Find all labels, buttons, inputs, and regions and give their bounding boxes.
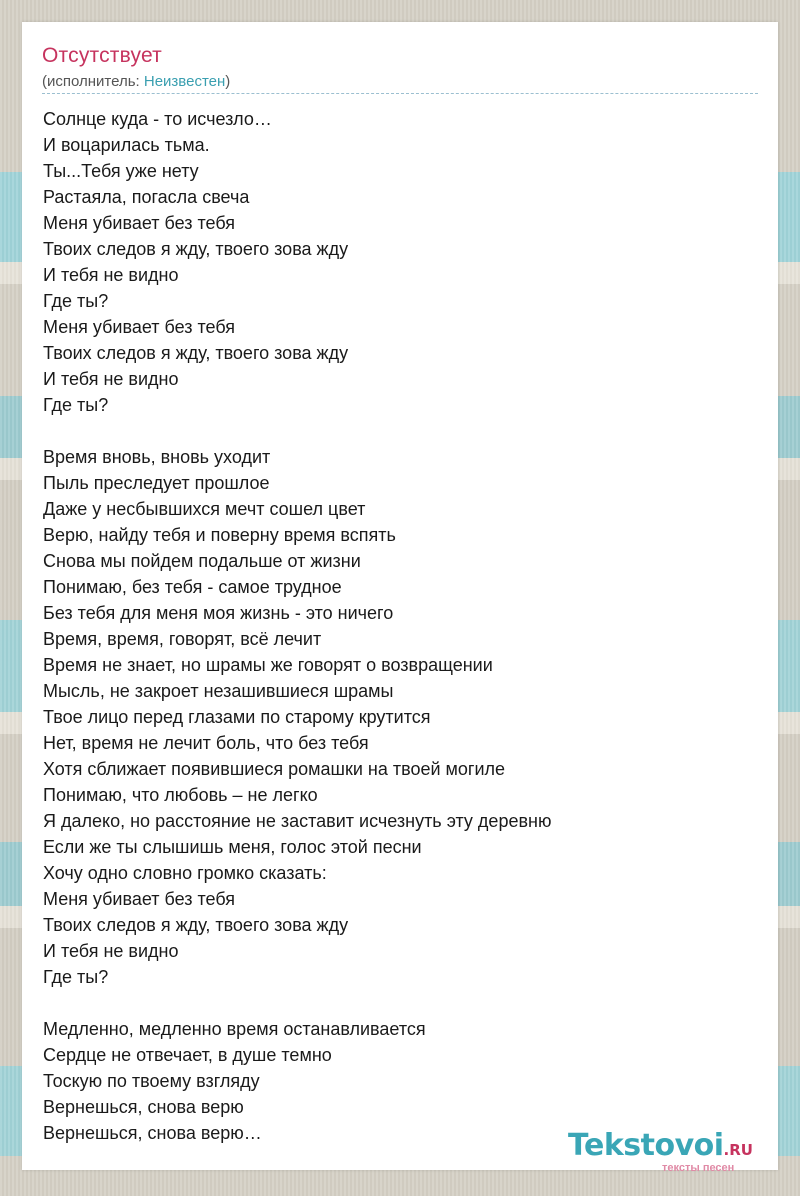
lyric-line: Солнце куда - то исчезло…: [43, 109, 272, 129]
lyrics-card: [22, 22, 778, 1174]
lyric-line: Твоих следов я жду, твоего зова жду: [43, 915, 349, 935]
lyric-line: Где ты?: [43, 395, 109, 415]
lyric-line: Нет, время не лечит боль, что без тебя: [43, 733, 369, 753]
lyric-line: Время не знает, но шрамы же говорят о возвращении: [43, 655, 493, 675]
lyric-line: Меня убивает без тебя: [43, 889, 235, 909]
lyric-line: Снова мы пойдем подальше от жизни: [43, 551, 361, 571]
lyric-line: Вернешься, снова верю…: [43, 1123, 262, 1143]
lyric-line: Время вновь, вновь уходит: [43, 447, 271, 467]
lyric-line: Твоих следов я жду, твоего зова жду: [43, 239, 349, 259]
logo-tagline: тексты песен: [662, 1162, 735, 1174]
lyric-line: Сердце не отвечает, в душе темно: [43, 1045, 332, 1065]
lyric-line: Вернешься, снова верю: [43, 1097, 244, 1117]
lyric-line: Если же ты слышишь меня, голос этой песни: [43, 837, 422, 857]
artist-line: [42, 73, 230, 90]
artist-suffix: ): [225, 73, 231, 90]
lyric-line: Где ты?: [43, 291, 109, 311]
lyric-line: [43, 990, 551, 1016]
lyric-line: Хотя сближает появившиеся ромашки на твоей могиле: [43, 759, 506, 779]
lyric-line: Хочу одно словно громко сказать:: [43, 863, 327, 883]
lyric-line: Пыль преследует прошлое: [43, 473, 270, 493]
artist-link[interactable]: Неизвестен: [143, 73, 226, 90]
lyric-line: Ты...Тебя уже нету: [43, 161, 199, 181]
lyric-line: Меня убивает без тебя: [43, 213, 235, 233]
lyric-line: Твоих следов я жду, твоего зова жду: [43, 343, 349, 363]
lyric-line: Понимаю, что любовь – не легко: [43, 785, 318, 805]
lyric-line: Твое лицо перед глазами по старому крутится: [43, 707, 431, 727]
lyric-line: Медленно, медленно время останавливается: [43, 1019, 426, 1039]
lyric-line: Без тебя для меня моя жизнь - это ничего: [43, 603, 394, 623]
logo-name: Tekstovoi: [568, 1128, 724, 1163]
logo-tld: .RU: [723, 1141, 753, 1159]
lyric-line: Даже у несбывшихся мечт сошел цвет: [43, 499, 366, 519]
lyric-line: Верю, найду тебя и поверну время вспять: [43, 525, 396, 545]
lyric-line: Растаяла, погасла свеча: [43, 187, 250, 207]
lyrics-text: [43, 106, 551, 1146]
lyric-line: Мысль, не закроет незашившиеся шрамы: [43, 681, 394, 701]
lyric-line: И тебя не видно: [43, 265, 179, 285]
lyric-line: [43, 418, 551, 444]
title-divider: [42, 93, 758, 94]
lyric-line: Тоскую по твоему взгляду: [43, 1071, 260, 1091]
lyric-line: Где ты?: [43, 967, 109, 987]
lyric-line: Время, время, говорят, всё лечит: [43, 629, 322, 649]
site-logo[interactable]: [568, 1128, 753, 1174]
lyric-line: Я далеко, но расстояние не заставит исчезнуть эту деревню: [43, 811, 552, 831]
song-title: Отсутствует: [42, 44, 162, 67]
lyric-line: И тебя не видно: [43, 369, 179, 389]
lyric-line: И тебя не видно: [43, 941, 179, 961]
artist-prefix: (исполнитель:: [42, 73, 144, 90]
lyric-line: Меня убивает без тебя: [43, 317, 235, 337]
lyric-line: И воцарилась тьма.: [43, 135, 210, 155]
lyric-line: Понимаю, без тебя - самое трудное: [43, 577, 342, 597]
